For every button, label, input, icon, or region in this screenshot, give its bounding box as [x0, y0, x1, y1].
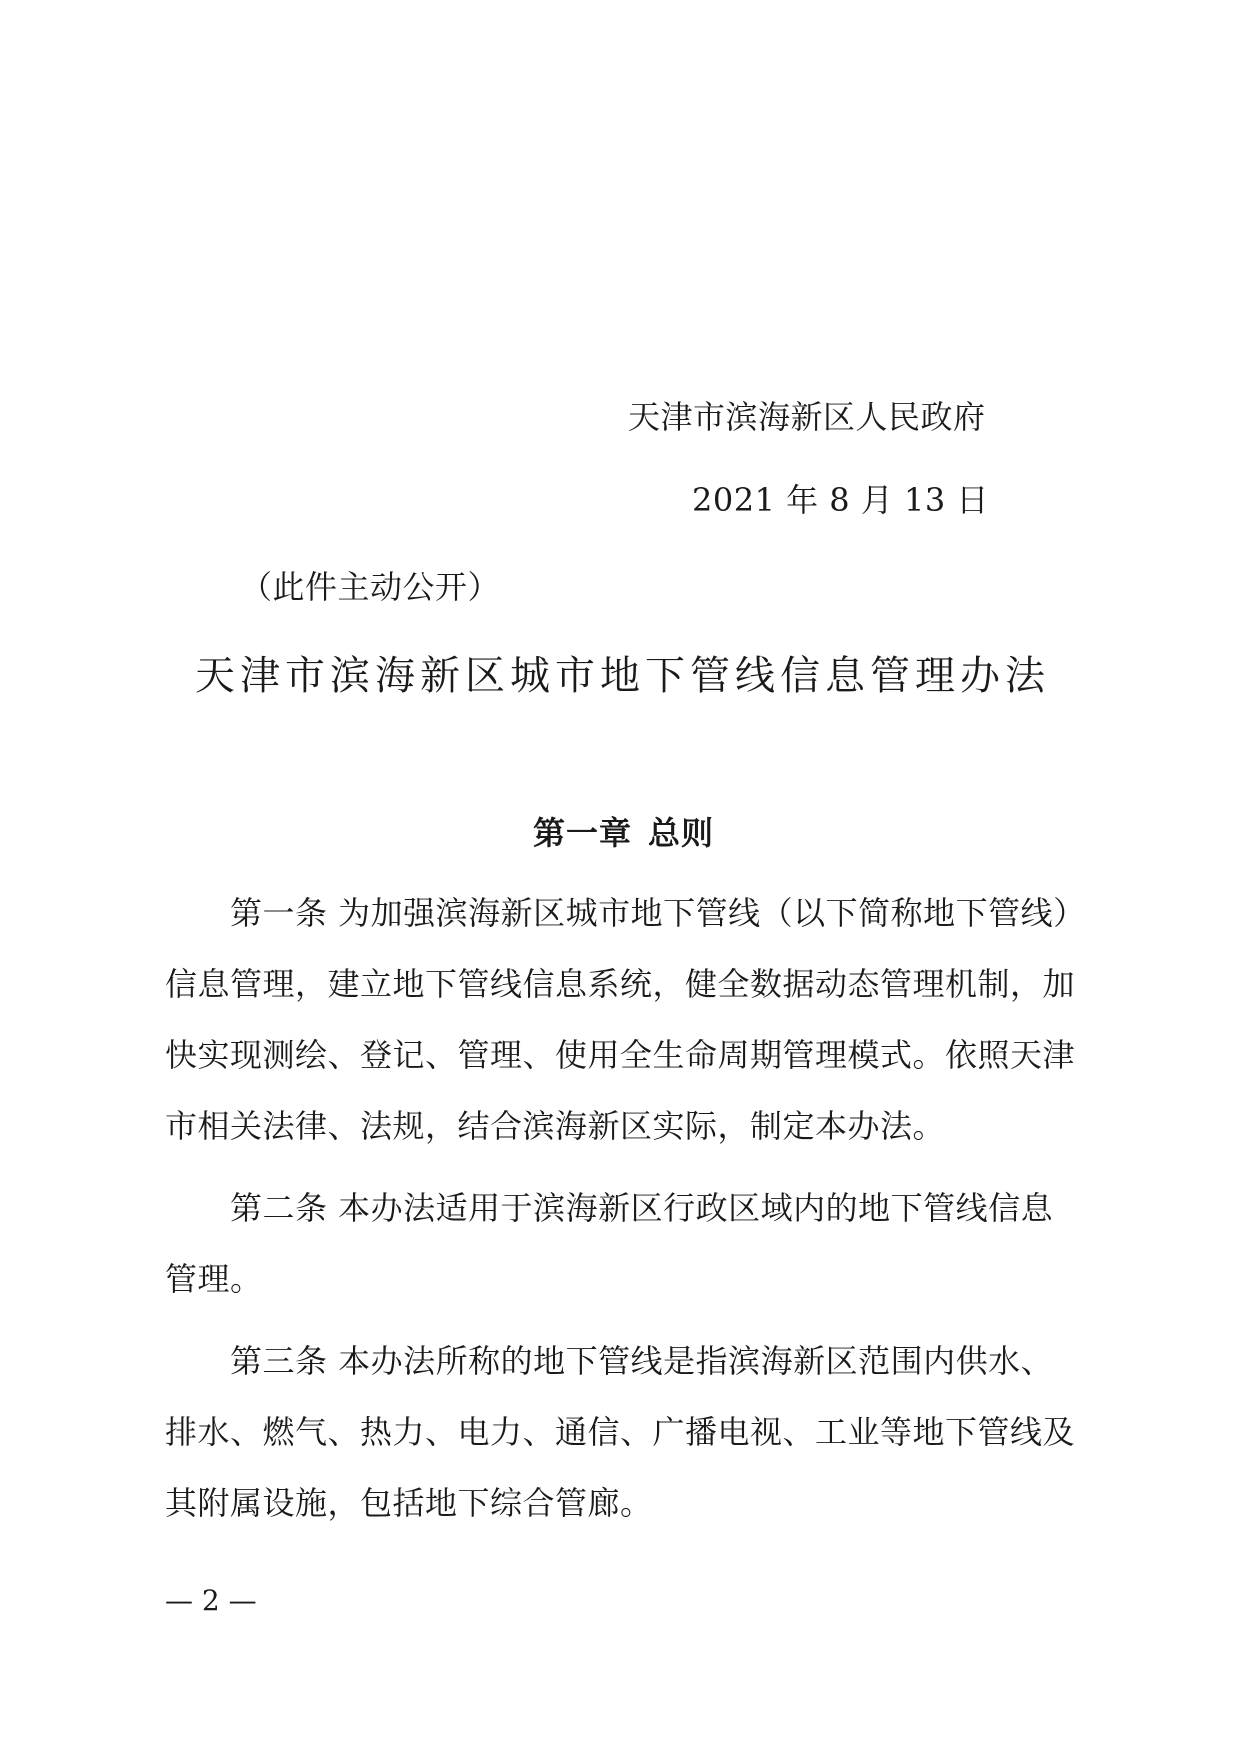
article-3-line-2: 排水、燃气、热力、电力、通信、广播电视、工业等地下管线及 — [165, 1413, 1076, 1451]
article-1-line-2: 信息管理，建立地下管线信息系统，健全数据动态管理机制，加 — [165, 965, 1076, 1003]
article-1-line-4: 市相关法律、法规，结合滨海新区实际，制定本办法。 — [165, 1107, 946, 1145]
document-title: 天津市滨海新区城市地下管线信息管理办法 — [195, 653, 1050, 699]
issuing-authority: 天津市滨海新区人民政府 — [628, 398, 986, 436]
article-3-line-1: 第三条 本办法所称的地下管线是指滨海新区范围内供水、 — [230, 1342, 1054, 1380]
chapter-heading — [533, 813, 714, 853]
article-1-line-1: 第一条 为加强滨海新区城市地下管线（以下简称地下管线） — [230, 894, 1086, 932]
issue-date: 2021 年 8 月 13 日 — [692, 481, 989, 519]
chapter-name: 总则 — [648, 814, 715, 852]
disclosure-note: （此件主动公开） — [240, 568, 501, 606]
article-2-line-1: 第二条 本办法适用于滨海新区行政区域内的地下管线信息 — [230, 1189, 1054, 1227]
article-1-line-3: 快实现测绘、登记、管理、使用全生命周期管理模式。依照天津 — [165, 1036, 1076, 1074]
article-2-line-2: 管理。 — [165, 1260, 263, 1298]
page-number: — 2 — — [165, 1584, 257, 1617]
chapter-number: 第一章 — [533, 814, 633, 852]
article-3-line-3: 其附属设施，包括地下综合管廊。 — [165, 1484, 653, 1522]
